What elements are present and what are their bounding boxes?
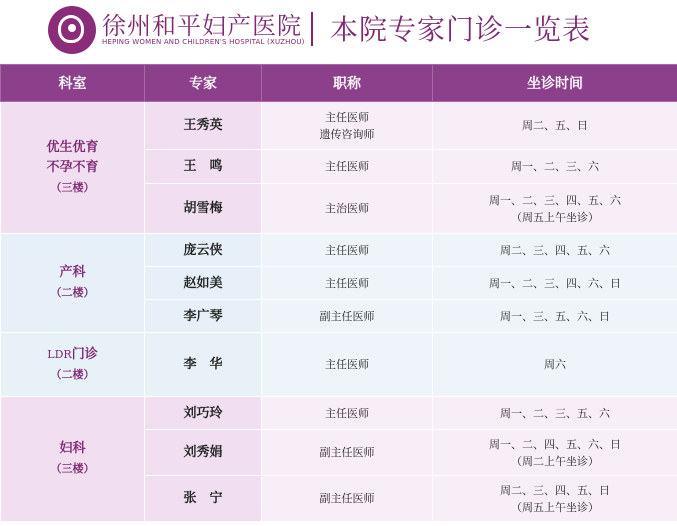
hospital-logo-icon [48,6,96,54]
schedule-time: 周一、二、三、六 [433,150,677,184]
dept-floor: （三楼） [50,180,95,194]
dept-cell [1,102,145,234]
doctor-name: 王秀英 [145,102,262,150]
schedule-time: 周一、三、五、六、日 [433,300,677,333]
doctor-name: 刘巧玲 [145,397,262,430]
dept-floor: （三楼） [50,462,95,475]
table-header-row [1,65,677,102]
dept-cell [1,397,145,522]
schedule-time: 周二、五、日 [433,102,677,150]
dept-name: 优生优育 [46,139,99,155]
schedule-time: 周一、二、三、四、六、日 [433,267,677,300]
doctor-name: 胡雪梅 [145,184,262,234]
dept-name: 产科 [59,265,86,280]
doctor-title: 主任医师 [262,267,433,300]
doctor-title: 主任医师 [262,333,433,397]
dept-cell [1,333,145,397]
schedule-time: 周一、二、四、五、六、日 （周二上午坐诊） [433,430,677,476]
doctor-name: 赵如美 [145,267,262,300]
dept-name-2: 不孕不育 [46,159,99,175]
table-row [1,234,677,267]
doctor-name: 庞云侠 [145,234,262,267]
dept-name-latin: LDR [47,347,72,361]
doctor-name: 王 鸣 [145,150,262,184]
doctor-title: 副主任医师 [262,300,433,333]
doctor-name: 李 华 [145,333,262,397]
doctor-title: 副主任医师 [262,476,433,522]
table-row [1,102,677,150]
schedule-time: 周二、三、四、五、日 （周五上午坐诊） [433,476,677,522]
dept-name: 妇科 [59,441,86,456]
dept-name: 门诊 [71,346,98,362]
doctor-name: 李广琴 [145,300,262,333]
doctor-title: 主任医师 [262,397,433,430]
doctor-name: 刘秀娟 [145,430,262,476]
hospital-name-en: HEPING WOMEN AND CHILDREN'S HOSPITAL (XUZHOU) [102,38,305,46]
column-header-doctor: 专家 [145,65,262,102]
schedule-time: 周一、二、三、四、五、六 （周五上午坐诊） [433,184,677,234]
column-header-title: 职称 [262,65,433,102]
schedule-time: 周六 [433,333,677,397]
schedule-time: 周一、二、三、五、六 [433,397,677,430]
hospital-name: 徐州和平妇产医院 [102,12,302,40]
doctor-name: 张 宁 [145,476,262,522]
table-row [1,333,677,397]
dept-cell [1,234,145,333]
doctor-title: 副主任医师 [262,430,433,476]
dept-floor: （二楼） [50,367,95,381]
specialist-schedule-table [0,64,677,522]
doctor-title: 主任医师 [262,234,433,267]
header-divider [311,12,313,46]
doctor-title: 主任医师 [262,150,433,184]
doctor-title: 主任医师 遗传咨询师 [262,102,433,150]
column-header-time: 坐诊时间 [433,65,677,102]
header [0,0,677,62]
column-header-dept: 科室 [1,65,145,102]
dept-floor: （二楼） [50,286,95,299]
page-title: 本院专家门诊一览表 [330,13,592,46]
schedule-time: 周二、三、四、五、六 [433,234,677,267]
table-row [1,397,677,430]
doctor-title: 主治医师 [262,184,433,234]
